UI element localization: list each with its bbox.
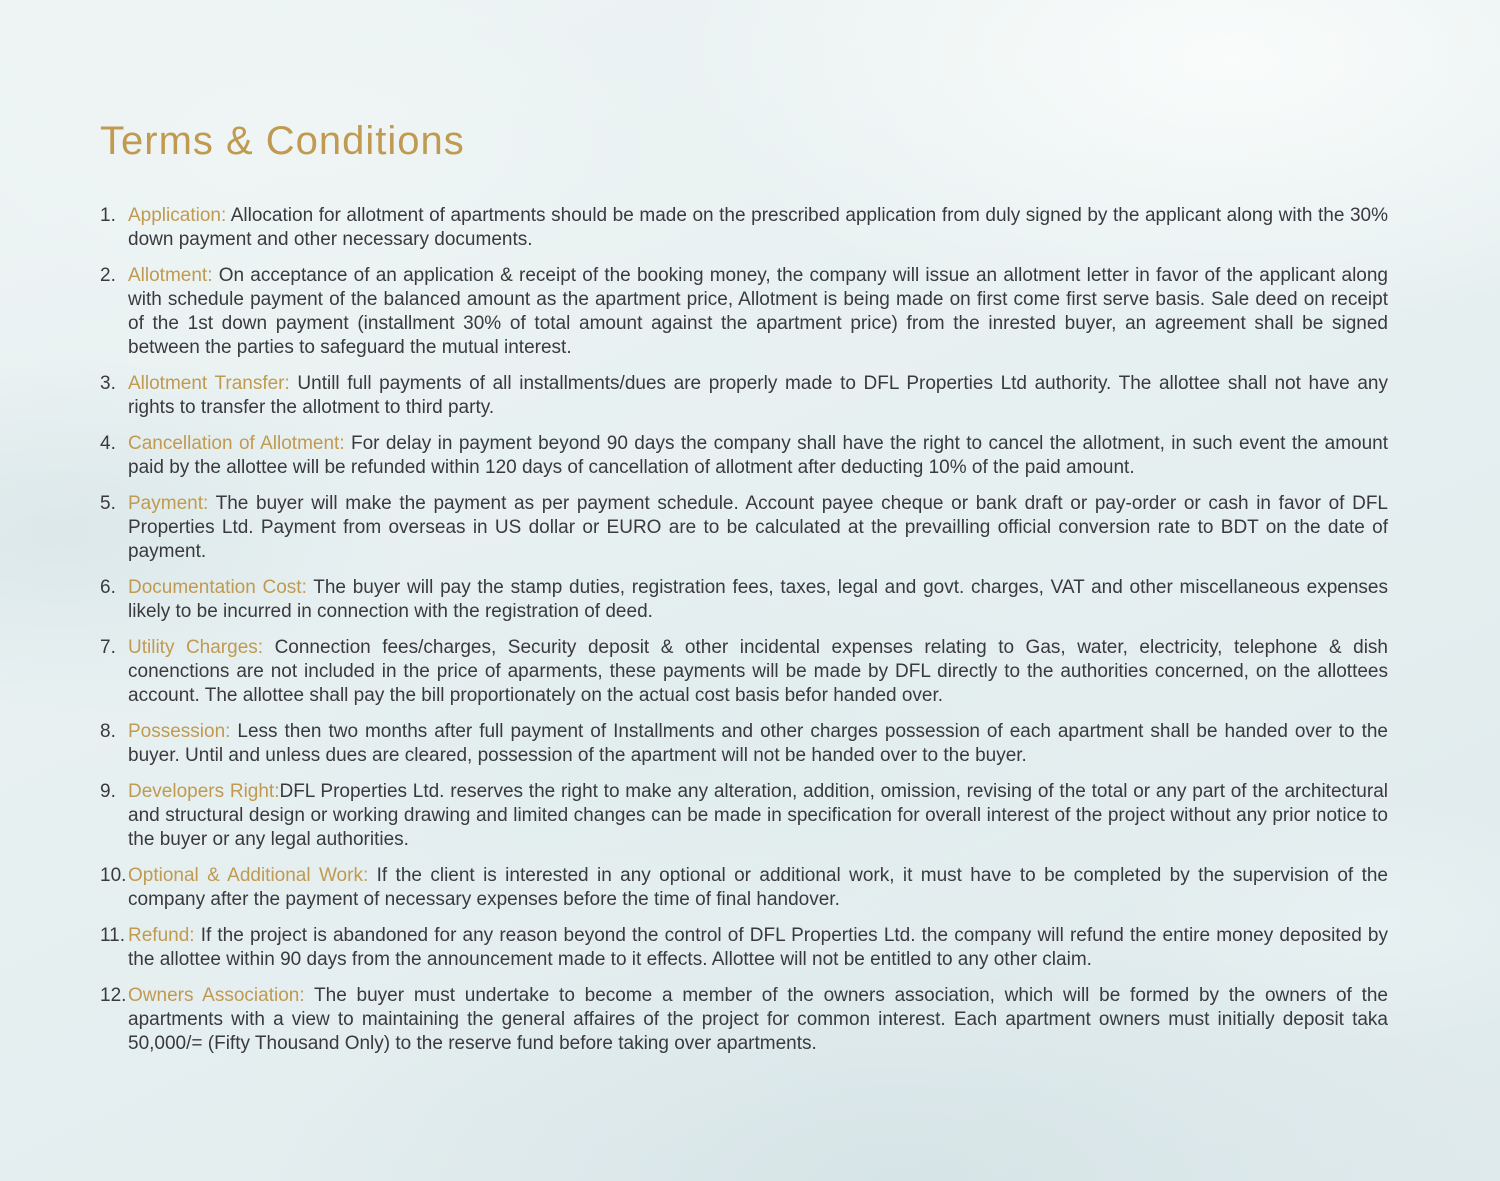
term-number: 9. bbox=[100, 781, 116, 802]
term-text bbox=[128, 204, 1388, 252]
term-text bbox=[128, 432, 1388, 480]
term-content: Connection fees/charges, Security deposit & other incidental expenses relating to Gas, water, electricity, telephone & dish conenctions are not included in the price of aparments, these payments will be made by DFL directly to the authorities concerned, on the allottees account. The allottee shall pay the bill proportionately on the actual cost basis befor handed over. bbox=[128, 637, 1388, 706]
terms-list bbox=[100, 204, 1388, 1056]
term-item bbox=[100, 984, 1388, 1056]
term-number: 10. bbox=[100, 865, 127, 886]
term-content: The buyer will make the payment as per payment schedule. Account payee cheque or bank draft or pay-order or cash in favor of DFL Properties Ltd. Payment from overseas in US dollar or EURO are to be calculated at the prevailling official conversion rate to BDT on the date of payment. bbox=[128, 493, 1388, 562]
term-number: 8. bbox=[100, 721, 116, 742]
term-number: 7. bbox=[100, 637, 116, 658]
term-number: 3. bbox=[100, 373, 116, 394]
term-content: Allocation for allotment of apartments should be made on the prescribed application from duly signed by the applicant along with the 30% down payment and other necessary documents. bbox=[128, 205, 1388, 250]
term-number: 2. bbox=[100, 265, 116, 286]
term-content: The buyer must undertake to become a member of the owners association, which will be formed by the owners of the apartments with a view to maintaining the general affaires of the project for common interest. Each apartment owners must initially deposit taka 50,000/= (Fifty Thousand Only) to the reserve fund before taking over apartments. bbox=[128, 985, 1388, 1054]
term-item bbox=[100, 720, 1388, 768]
term-text bbox=[128, 264, 1388, 360]
term-label: Possession: bbox=[128, 721, 231, 742]
term-content: Untill full payments of all installments/dues are properly made to DFL Properties Ltd authority. The allottee shall not have any rights to transfer the allotment to third party. bbox=[128, 373, 1389, 418]
term-content: If the client is interested in any optional or additional work, it must have to be completed by the supervision of the company after the payment of necessary expenses before the time of final handover. bbox=[128, 865, 1388, 910]
term-content: The buyer will pay the stamp duties, registration fees, taxes, legal and govt. charges, VAT and other miscellaneous expenses likely to be incurred in connection with the registration of deed. bbox=[128, 577, 1388, 622]
term-label: Application: bbox=[128, 205, 227, 226]
term-text bbox=[128, 984, 1388, 1056]
term-label: Allotment: bbox=[128, 265, 213, 286]
term-content: For delay in payment beyond 90 days the company shall have the right to cancel the allotment, in such event the amount paid by the allottee will be refunded within 120 days of cancellation of allotment after deducting 10% of the paid amount. bbox=[128, 433, 1389, 478]
term-text bbox=[128, 720, 1388, 768]
term-label: Refund: bbox=[128, 925, 195, 946]
term-label: Utility Charges: bbox=[128, 637, 264, 658]
term-text bbox=[128, 780, 1388, 852]
term-item bbox=[100, 780, 1388, 852]
term-item bbox=[100, 924, 1388, 972]
term-text bbox=[128, 492, 1388, 564]
term-label: Developers Right: bbox=[128, 781, 280, 802]
term-number: 5. bbox=[100, 493, 116, 514]
term-text bbox=[128, 576, 1388, 624]
term-label: Allotment Transfer: bbox=[128, 373, 290, 394]
term-item bbox=[100, 372, 1388, 420]
term-text bbox=[128, 372, 1388, 420]
term-text bbox=[128, 924, 1388, 972]
term-label: Payment: bbox=[128, 493, 209, 514]
term-number: 4. bbox=[100, 433, 116, 454]
term-number: 11. bbox=[100, 925, 126, 946]
term-number: 6. bbox=[100, 577, 116, 598]
term-number: 12. bbox=[100, 985, 127, 1006]
term-item bbox=[100, 264, 1388, 360]
term-label: Cancellation of Allotment: bbox=[128, 433, 345, 454]
term-content: Less then two months after full payment of Installments and other charges possession of each apartment shall be handed over to the buyer. Until and unless dues are cleared, possession of the apartment will not be handed over to the buyer. bbox=[128, 721, 1388, 766]
term-label: Owners Association: bbox=[128, 985, 305, 1006]
term-text bbox=[128, 636, 1388, 708]
term-item bbox=[100, 864, 1388, 912]
term-content: If the project is abandoned for any reason beyond the control of DFL Properties Ltd. the company will refund the entire money deposited by the allottee within 90 days from the announcement made to it effects. Allottee will not be entitled to any other claim. bbox=[128, 925, 1388, 970]
term-number: 1. bbox=[100, 205, 116, 226]
term-content: DFL Properties Ltd. reserves the right to make any alteration, addition, omission, revising of the total or any part of the architectural and structural design or working drawing and limited changes can be made in specification for overall interest of the project without any prior notice to the buyer or any legal authorities. bbox=[128, 781, 1388, 850]
term-text bbox=[128, 864, 1388, 912]
term-item bbox=[100, 204, 1388, 252]
term-label: Documentation Cost: bbox=[128, 577, 307, 598]
term-label: Optional & Additional Work: bbox=[128, 865, 369, 886]
term-content: On acceptance of an application & receipt of the booking money, the company will issue an allotment letter in favor of the applicant along with schedule payment of the balanced amount as the apartment price, Allotment is being made on first come first serve basis. Sale deed on receipt of the 1st down payment (installment 30% of total amount against the apartment price) from the inrested buyer, an agreement shall be signed between the parties to safeguard the mutual interest. bbox=[128, 265, 1388, 358]
term-item bbox=[100, 576, 1388, 624]
term-item bbox=[100, 636, 1388, 708]
page-title: Terms & Conditions bbox=[100, 119, 465, 163]
term-item bbox=[100, 432, 1388, 480]
term-item bbox=[100, 492, 1388, 564]
